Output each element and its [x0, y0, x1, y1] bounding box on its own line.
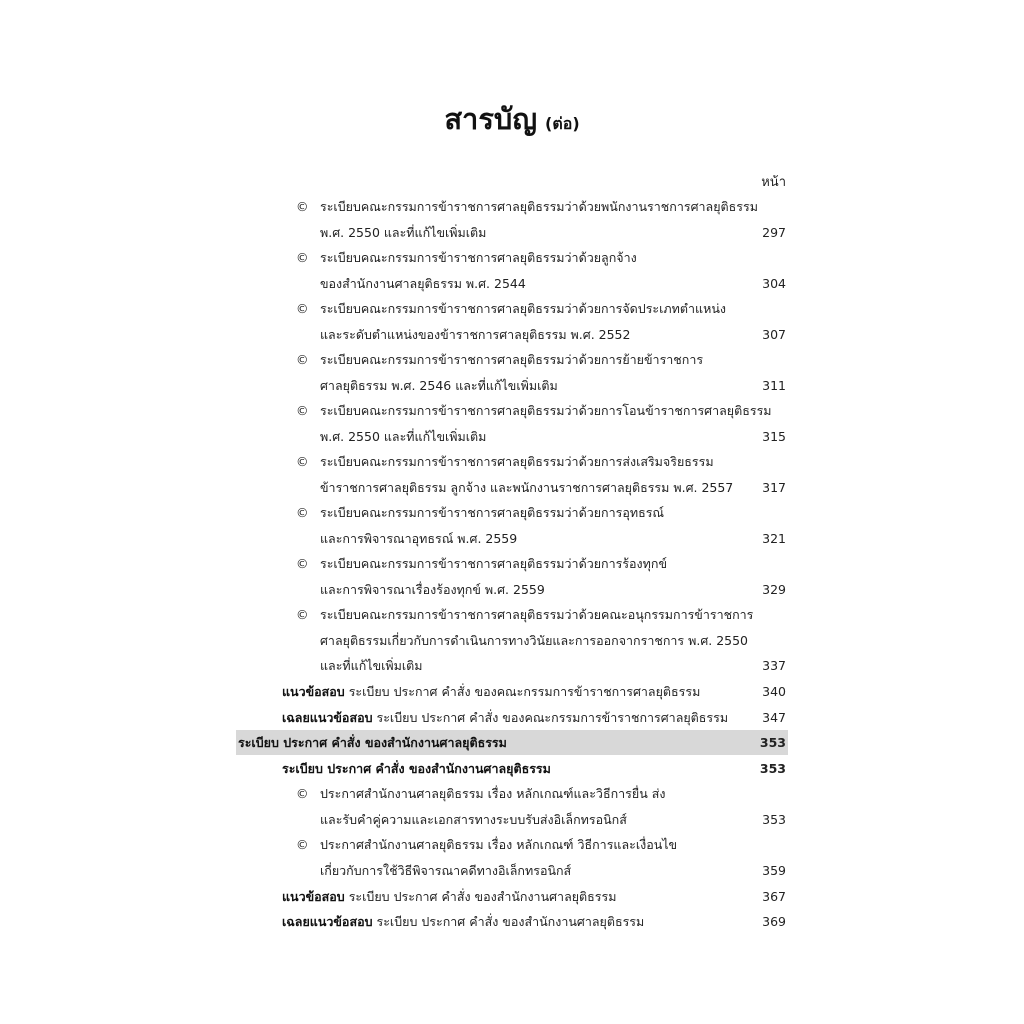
page-number: 367: [762, 889, 786, 904]
page-title: [0, 96, 1024, 142]
toc-exam-entry: [282, 705, 728, 730]
toc-entry-line: พ.ศ. 2550 และที่แก้ไขเพิ่มเติม: [320, 429, 487, 444]
toc-entry-line: เกี่ยวกับการใช้วิธีพิจารณาคดีทางอิเล็กทรอนิกส์: [320, 863, 572, 878]
page-number: 311: [762, 378, 786, 393]
exam-title: ระเบียบ ประกาศ คำสั่ง ของคณะกรรมการข้าราชการศาลยุติธรรม: [372, 710, 729, 725]
section-heading: ระเบียบ ประกาศ คำสั่ง ของสำนักงานศาลยุติธรรม: [238, 735, 507, 750]
toc-entry-line: ระเบียบคณะกรรมการข้าราชการศาลยุติธรรมว่าด้วยการส่งเสริมจริยธรรม: [320, 454, 714, 469]
bullet-symbol: ©: [296, 301, 309, 316]
page-number: 353: [762, 812, 786, 827]
bullet-symbol: ©: [296, 505, 309, 520]
toc-entry-line: ศาลยุติธรรม พ.ศ. 2546 และที่แก้ไขเพิ่มเติม: [320, 378, 558, 393]
page-number: 297: [762, 225, 786, 240]
page-number: 337: [762, 658, 786, 673]
title-main: สารบัญ: [444, 102, 538, 136]
toc-entry-line: ระเบียบคณะกรรมการข้าราชการศาลยุติธรรมว่าด้วยการร้องทุกข์: [320, 556, 668, 571]
bullet-symbol: ©: [296, 199, 309, 214]
toc-entry-line: ระเบียบคณะกรรมการข้าราชการศาลยุติธรรมว่าด้วยลูกจ้าง: [320, 250, 637, 265]
page-number: 307: [762, 327, 786, 342]
toc-exam-entry: [282, 884, 616, 909]
toc-entry-line: ระเบียบคณะกรรมการข้าราชการศาลยุติธรรมว่าด้วยพนักงานราชการศาลยุติธรรม: [320, 199, 758, 214]
toc-entry-line: ประกาศสำนักงานศาลยุติธรรม เรื่อง หลักเกณฑ์และวิธีการยื่น ส่ง: [320, 786, 666, 801]
toc-entry-line: ศาลยุติธรรมเกี่ยวกับการดำเนินการทางวินัยและการออกจากราชการ พ.ศ. 2550: [320, 633, 749, 648]
toc-entry-line: และการพิจารณาเรื่องร้องทุกข์ พ.ศ. 2559: [320, 582, 545, 597]
toc-entry-line: และระดับตำแหน่งของข้าราชการศาลยุติธรรม พ.ศ. 2552: [320, 327, 631, 342]
page-number: 369: [762, 914, 786, 929]
toc-entry-line: และการพิจารณาอุทธรณ์ พ.ศ. 2559: [320, 531, 518, 546]
toc-entry-line: ของสำนักงานศาลยุติธรรม พ.ศ. 2544: [320, 276, 526, 291]
exam-label: แนวข้อสอบ: [282, 684, 345, 699]
page-number: 304: [762, 276, 786, 291]
bullet-symbol: ©: [296, 454, 309, 469]
bullet-symbol: ©: [296, 837, 309, 852]
toc-entry-line: และที่แก้ไขเพิ่มเติม: [320, 658, 423, 673]
bullet-symbol: ©: [296, 556, 309, 571]
page-number: 315: [762, 429, 786, 444]
page-number: 340: [762, 684, 786, 699]
toc-exam-entry: [282, 909, 644, 934]
exam-label: เฉลยแนวข้อสอบ: [282, 914, 373, 929]
toc-entry-line: ระเบียบคณะกรรมการข้าราชการศาลยุติธรรมว่าด้วยการจัดประเภทตำแหน่ง: [320, 301, 726, 316]
page-number: 321: [762, 531, 786, 546]
toc-entry-line: ระเบียบคณะกรรมการข้าราชการศาลยุติธรรมว่าด้วยการโอนข้าราชการศาลยุติธรรม: [320, 403, 772, 418]
page-column-header: หน้า: [761, 175, 786, 190]
exam-title: ระเบียบ ประกาศ คำสั่ง ของสำนักงานศาลยุติธรรม: [344, 889, 617, 904]
toc-exam-entry: [282, 679, 700, 704]
page-number: 353: [759, 761, 786, 776]
title-sub: (ต่อ): [545, 114, 580, 133]
page-number: 317: [762, 480, 786, 495]
toc-entry-line: พ.ศ. 2550 และที่แก้ไขเพิ่มเติม: [320, 225, 487, 240]
bullet-symbol: ©: [296, 607, 309, 622]
page-number: 329: [762, 582, 786, 597]
exam-title: ระเบียบ ประกาศ คำสั่ง ของคณะกรรมการข้าราชการศาลยุติธรรม: [344, 684, 701, 699]
exam-label: เฉลยแนวข้อสอบ: [282, 710, 373, 725]
toc-entry-line: ระเบียบคณะกรรมการข้าราชการศาลยุติธรรมว่าด้วยการย้ายข้าราชการ: [320, 352, 704, 367]
page-number: 359: [762, 863, 786, 878]
exam-label: แนวข้อสอบ: [282, 889, 345, 904]
bullet-symbol: ©: [296, 403, 309, 418]
subsection-heading: ระเบียบ ประกาศ คำสั่ง ของสำนักงานศาลยุติธรรม: [282, 761, 551, 776]
bullet-symbol: ©: [296, 250, 309, 265]
bullet-symbol: ©: [296, 786, 309, 801]
toc-entry-line: ระเบียบคณะกรรมการข้าราชการศาลยุติธรรมว่าด้วยคณะอนุกรรมการข้าราชการ: [320, 607, 754, 622]
bullet-symbol: ©: [296, 352, 309, 367]
page-number: 347: [762, 710, 786, 725]
toc-entry-line: ระเบียบคณะกรรมการข้าราชการศาลยุติธรรมว่าด้วยการอุทธรณ์: [320, 505, 665, 520]
toc-entry-line: ประกาศสำนักงานศาลยุติธรรม เรื่อง หลักเกณฑ์ วิธีการและเงื่อนไข: [320, 837, 678, 852]
toc-entry-line: และรับคำคู่ความและเอกสารทางระบบรับส่งอิเล็กทรอนิกส์: [320, 812, 627, 827]
page-number: 353: [759, 735, 786, 750]
exam-title: ระเบียบ ประกาศ คำสั่ง ของสำนักงานศาลยุติธรรม: [372, 914, 645, 929]
toc-entry-line: ข้าราชการศาลยุติธรรม ลูกจ้าง และพนักงานราชการศาลยุติธรรม พ.ศ. 2557: [320, 480, 734, 495]
